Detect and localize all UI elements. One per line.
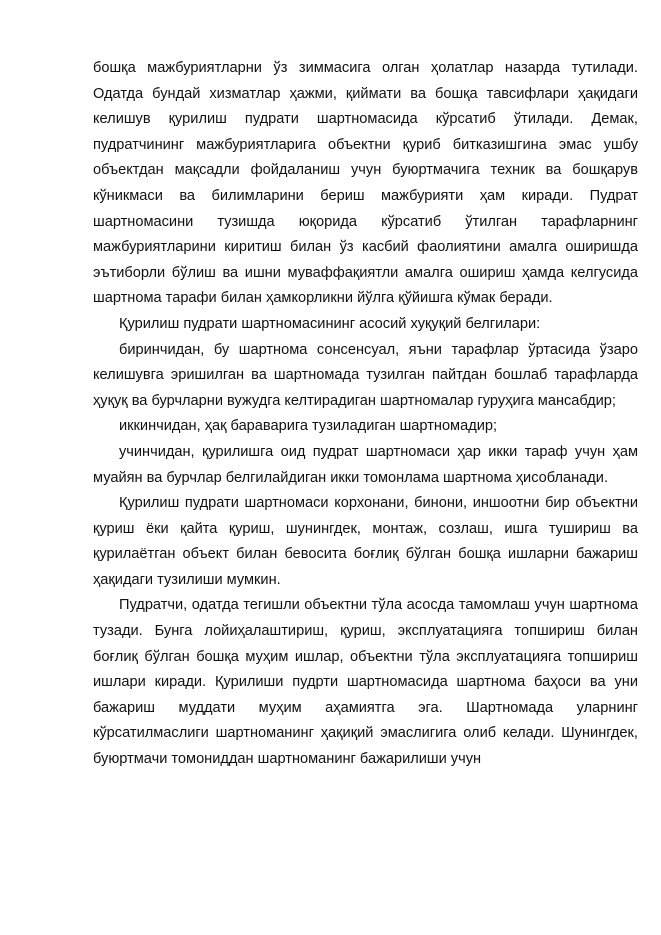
paragraph-continuation: бошқа мажбуриятларни ўз зиммасига олган ҳолатлар назарда тутилади. Одатда бундай хизматлар ҳажми, қиймати ва бошқа тавсифлари ҳақидаги келишув қурилиш пудрати шартномасида кўрсатиб ўтилади. Демак, пудратчининг мажбуриятларига объектни қуриб битказишгина эмас ушбу объектдан мақсадли фойдаланиш учун буюртмачига техник ва бошқарув кўникмаси ва билимларини бериш мажбурияти ҳам киради. Пудрат шартномасини тузишда юқорида кўрсатиб ўтилган тарафларнинг мажбуриятларини киритиш билан ўз касбий фаолиятини амалга оширишда эътиборли бўлиш ва ишни муваффақиятли амалга ошириш ҳамда келгусида шартнома тарафи билан ҳамкорликни йўлга қўйишга кўмак беради. — [93, 60, 638, 307]
paragraph-first-feature: биринчидан, бу шартнома сонсенсуал, яъни тарафлар ўртасида ўзаро келишувга эришилган ва шартномада тузилган пайтдан бошлаб тарафларда ҳуқуқ ва бурчларни вужудга келтирадиган шартномалар гуруҳига мансабдир; — [93, 341, 638, 409]
paragraph-third-feature: учинчидан, қурилишга оид пудрат шартномаси ҳар икки тараф учун ҳам муайян ва бурчлар белгилайдиган икки томонлама шартнома ҳисобланади. — [93, 443, 638, 486]
paragraph-second-feature: иккинчидан, ҳақ бараварига тузиладиган шартномадир; — [119, 418, 498, 435]
paragraph-contractor-duties: Пудратчи, одатда тегишли объектни тўла асосда тамомлаш учун шартнома тузади. Бунга лойиҳалаштириш, қуриш, эксплуатацияга топшириш билан боғлиқ бўлган бошқа муҳим ишлар, объектни тўла эксплуатацияга топшириш ишлари киради. Қурилиши пудрти шартномасида шартнома баҳоси ва уни бажариш муддати муҳим аҳамиятга эга. Шартномада уларнинг кўрсатилмаслиги шартноманинг ҳақиқий эмаслигига олиб келади. Шунингдек, буюртмачи томониддан шартноманинг бажарилиши учун — [93, 597, 638, 768]
document-page — [93, 56, 638, 773]
paragraph-heading-features: Қурилиш пудрати шартномасининг асосий хуқуқий белгилари: — [119, 315, 541, 332]
paragraph-contract-scope: Қурилиш пудрати шартномаси корхонани, бинони, иншоотни бир объектни қуриш ёки қайта қуриш, шунингдек, монтаж, созлаш, ишга тушириш ва қурилаётган объект билан бевосита боғлиқ бўлган бошқа ишларни бажариш ҳақидаги тузилиши мумкин. — [93, 495, 638, 588]
